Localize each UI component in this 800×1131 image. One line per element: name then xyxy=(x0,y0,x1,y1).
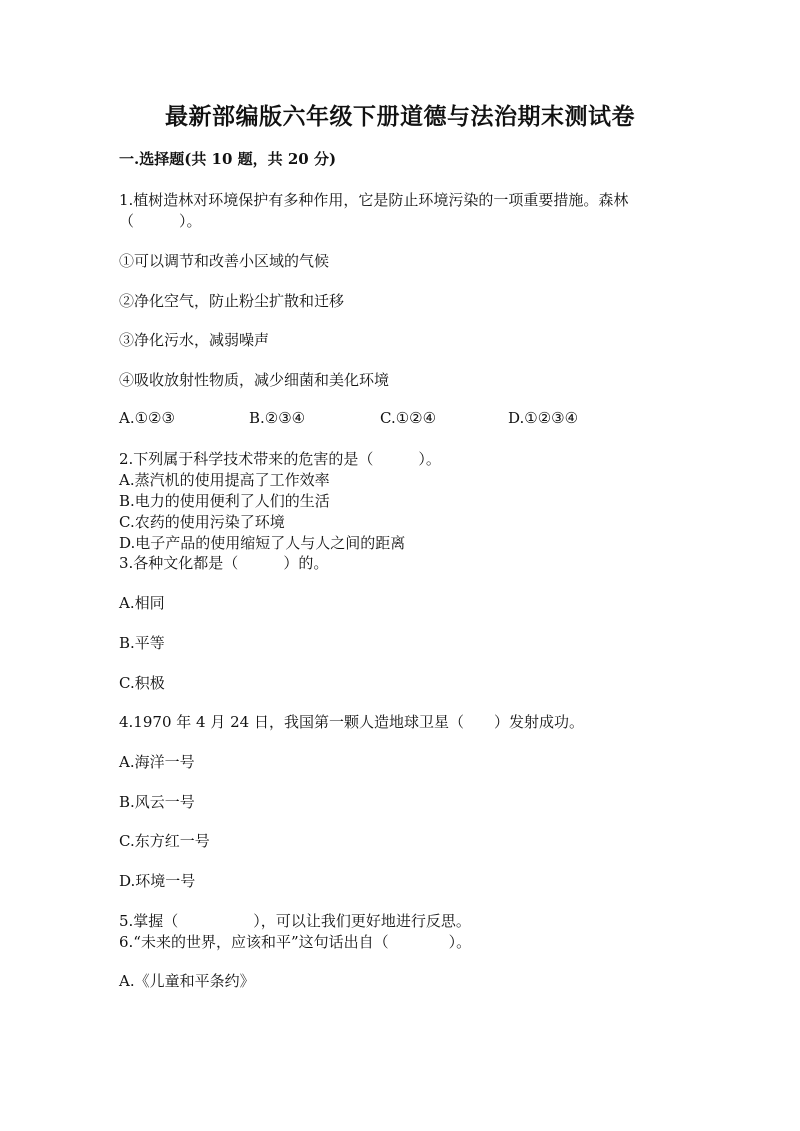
q3-option-c: C.积极 xyxy=(119,674,165,692)
section-heading: 一.选择题(共 10 题，共 20 分) xyxy=(119,150,337,168)
q1-option-b: B.②③④ xyxy=(249,409,306,427)
q1-stem-line2: （ ）。 xyxy=(119,212,202,230)
q4-stem: 4.1970 年 4 月 24 日，我国第一颗人造地球卫星（ ）发射成功。 xyxy=(119,713,584,731)
q4-option-b: B.风云一号 xyxy=(119,793,195,811)
q6-stem: 6.“未来的世界，应该和平”这句话出自（ ）。 xyxy=(119,933,472,951)
q6-option-a: A.《儿童和平条约》 xyxy=(119,972,255,990)
q1-option-d: D.①②③④ xyxy=(508,409,579,427)
q2-option-d: D.电子产品的使用缩短了人与人之间的距离 xyxy=(119,534,406,552)
q3-option-b: B.平等 xyxy=(119,634,165,652)
q1-options xyxy=(119,409,639,429)
q1-item-4: ④吸收放射性物质，减少细菌和美化环境 xyxy=(119,371,390,389)
q1-stem-line1: 1.植树造林对环境保护有多种作用，它是防止环境污染的一项重要措施。森林 xyxy=(119,191,629,209)
q1-item-3: ③净化污水，减弱噪声 xyxy=(119,331,270,349)
q1-item-1: ①可以调节和改善小区域的气候 xyxy=(119,252,330,270)
q2-option-b: B.电力的使用便利了人们的生活 xyxy=(119,492,330,510)
page-title: 最新部编版六年级下册道德与法治期末测试卷 xyxy=(165,103,635,130)
q4-option-d: D.环境一号 xyxy=(119,872,196,890)
q2-option-a: A.蒸汽机的使用提高了工作效率 xyxy=(119,471,330,489)
q1-option-a: A.①②③ xyxy=(119,409,175,427)
q3-stem: 3.各种文化都是（ ）的。 xyxy=(119,554,329,572)
q2-option-c: C.农药的使用污染了环境 xyxy=(119,513,285,531)
q1-option-c: C.①②④ xyxy=(380,409,437,427)
q4-option-c: C.东方红一号 xyxy=(119,832,210,850)
q4-option-a: A.海洋一号 xyxy=(119,753,195,771)
q2-stem: 2.下列属于科学技术带来的危害的是（ ）。 xyxy=(119,450,441,468)
q5-stem: 5.掌握（ ），可以让我们更好地进行反思。 xyxy=(119,912,471,930)
q1-item-2: ②净化空气，防止粉尘扩散和迁移 xyxy=(119,292,345,310)
q3-option-a: A.相同 xyxy=(119,594,165,612)
